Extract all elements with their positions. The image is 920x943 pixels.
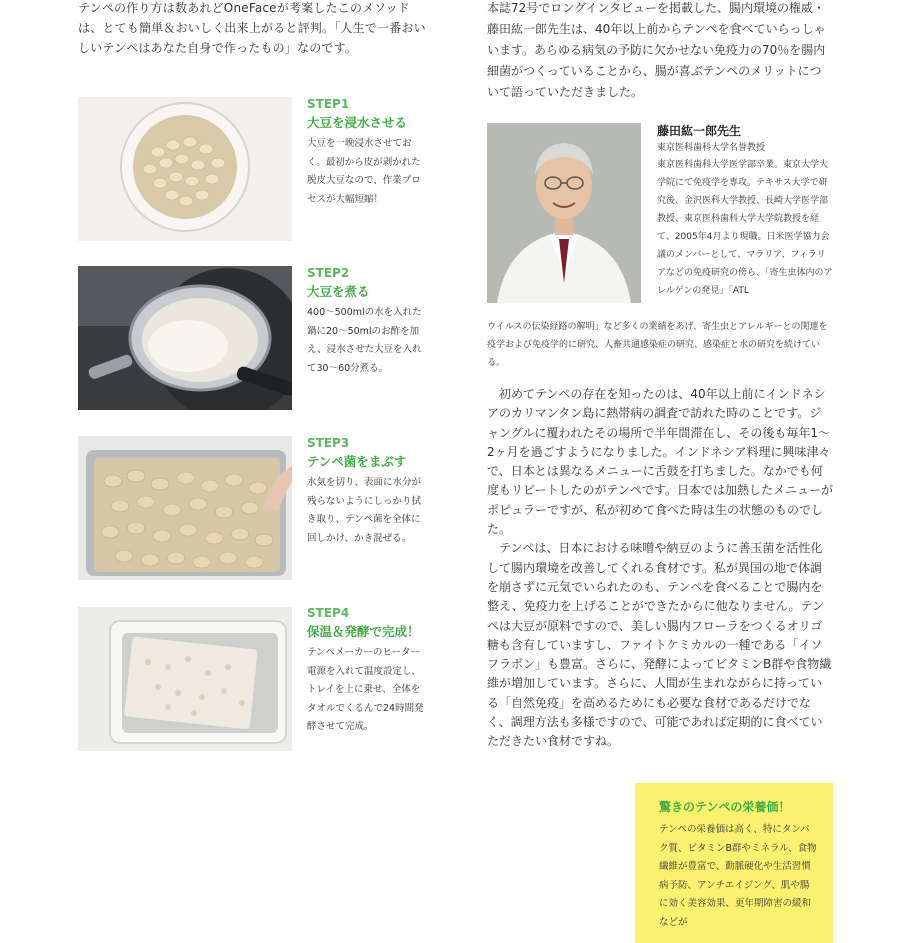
nutrition-box-title: 驚きのテンペの栄養価！ xyxy=(659,800,791,814)
article-body xyxy=(487,385,833,752)
bio-side-text: 東京医科歯科大学医学部卒業。東京大学大学院にて免疫学を専攻。テキサス大学で研究後、金沢医科大学教授、長崎大学医学部教授、東京医科歯科大学大学院教授を経て、2005年4月より現職。日米医学協力会議のメンバーとして、マラリア、フィラリアなどの免疫研究の傍ら、「寄生虫体内のアレルゲンの発見」「ATL xyxy=(657,160,833,296)
article-paragraph-2: テンペは、日本における味噌や納豆のように善玉菌を活性化して腸内環境を改善してくれる食材です。私が異国の地で体調を崩さずに元気でいられたのも、テンペを食べることで腸内を整え、免疫力を上げることができたからに他なりません。テンペは大豆が原料ですので、美しい腸内フローラをつくるオリゴ糖も含有していますし、ファイトケミカルの一種である「イソフラボン」も豊富。さらに、発酵によってビタミンB群や食物繊維が増加しています。さらに、人間が生まれながらに持っている「自然免疫」を高めるためにも必要な食材であるだけでなく、調理方法も多様ですので、可能であれば定期的に食べていただきたい食材ですね。 xyxy=(487,541,832,749)
step1-soaking-beans-photo xyxy=(78,97,292,241)
step1-title: 大豆を浸水させる xyxy=(307,115,408,130)
step4-body: テンペメーカーのヒーター電源を入れて温度設定し、トレイを上に乗せ、全体をタオルでくるんで24時間発酵させて完成。 xyxy=(307,647,424,733)
bio-continued-text: ウイルスの伝染経路の解明」など多くの業績をあげ、寄生虫とアレルギーとの関連を疫学および免疫学的に研究、人畜共通感染症の研究、感染症と水の研究を続けている。 xyxy=(487,322,828,368)
article-paragraph-1: 初めてテンペの存在を知ったのは、40年以上前にインドネシアのカリマンタン島に熱帯病の調査で訪れた時のことです。ジャングルに覆われたその場所で半年間滞在し、その後も毎年1〜2ヶ月を過ごすようになりました。インドネシア料理に興味津々で、日本とは異なるメニューに舌鼓を打ちました。なかでも何度もリピートしたのがテンペです。日本では加熱したメニューがポピュラーですが、私が初めて食べた時は生の状態のものでした。 xyxy=(487,387,833,537)
step3-block xyxy=(307,435,437,548)
nutrition-callout-box xyxy=(635,783,833,943)
interview-intro-paragraph: 本誌72号でロングインタビューを掲載した、腸内環境の権威・藤田紘一郎先生は、40年以上前からテンペを食べていらっしゃいます。あらゆる病気の予防に欠かせない免疫力の70％を腸内細菌がつくっていることから、腸が喜ぶテンペのメリットについて語っていただきました。 xyxy=(487,1,826,99)
professor-portrait-photo xyxy=(487,123,641,303)
step4-number: STEP4 xyxy=(307,606,350,620)
bio-title: 東京医科歯科大学名誉教授 xyxy=(657,143,766,153)
bio-name: 藤田紘一郎先生 xyxy=(657,124,742,138)
step4-title: 保温＆発酵で完成！ xyxy=(307,624,420,639)
step3-tray-beans-photo xyxy=(78,436,292,580)
intro-text-block xyxy=(78,0,428,58)
step2-boiling-pot-photo xyxy=(78,266,292,410)
step3-number: STEP3 xyxy=(307,436,350,450)
step3-title: テンペ菌をまぶす xyxy=(307,454,407,469)
nutrition-box-body: テンペの栄養価は高く、特にタンパク質、ビタミンB群やミネラル、食物繊維が豊富で、動脈硬化や生活習慣病予防、アンチエイジング、肌や腸に効く美容効果、更年期障害の緩和などが xyxy=(659,824,817,928)
intro-paragraph: テンペの作り方は数あれどOneFaceが考案したこのメソッドは、とても簡単＆おいしく出来上がると評判。「人生で一番おいしいテンペはあなた自身で作ったもの」なのです。 xyxy=(78,1,426,55)
step2-number: STEP2 xyxy=(307,266,350,280)
step1-block xyxy=(307,96,437,209)
step2-body: 400〜500mlの水を入れた鍋に20〜50mlのお酢を加え、浸水させた大豆を入れて30〜60分煮る。 xyxy=(307,307,422,374)
step2-block xyxy=(307,265,437,378)
step1-number: STEP1 xyxy=(307,97,350,111)
interview-intro-block xyxy=(487,0,832,103)
step4-block xyxy=(307,605,437,737)
step2-title: 大豆を煮る xyxy=(307,284,370,299)
step4-finished-tempeh-photo xyxy=(78,607,292,751)
step3-body: 水気を切り、表面に水分が残らないようにしっかり拭き取り、テンペ菌を全体に回しかけ、かき混ぜる。 xyxy=(307,477,422,544)
step1-body: 大豆を一晩浸水させておく。最初から皮が剥かれた脱皮大豆なので、作業プロセスが大幅短縮！ xyxy=(307,138,421,205)
